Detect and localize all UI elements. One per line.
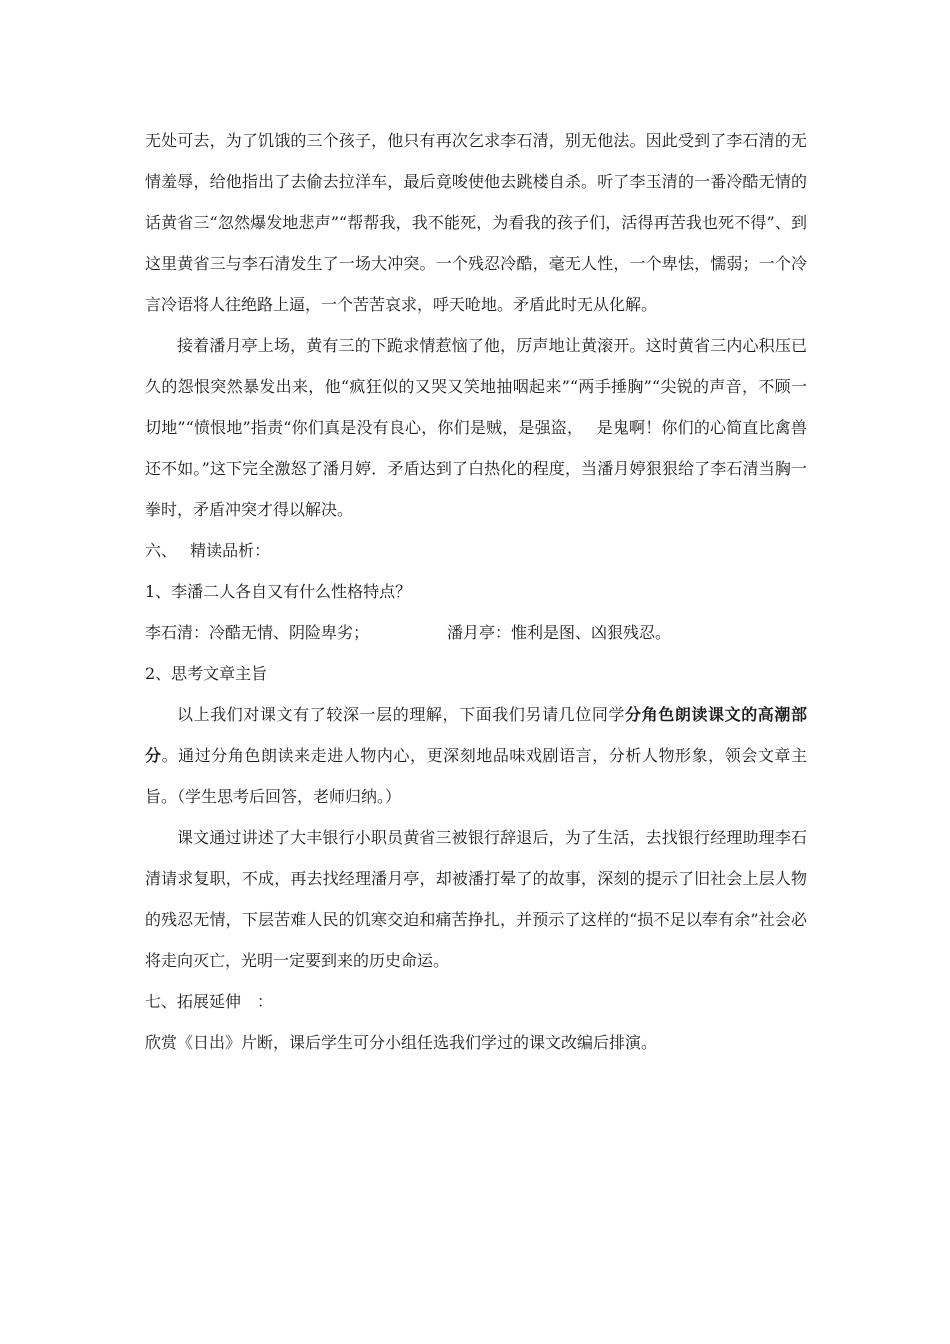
role-reading-emphasis: 分角色朗读课文的高潮部分 — [145, 705, 807, 765]
section-heading-extension: 七、拓展延伸 ： — [145, 992, 274, 1011]
paragraph-theme-summary: 课文通过讲述了大丰银行小职员黄省三被银行辞退后，为了生活，去找银行经理助理李石清请求复职，不成，再去找经理潘月亭，却被潘打晕了的故事，深刻的提示了旧社会上层人物的残忍无情，下层苦难人民的饥寒交迫和痛苦挣扎，并预示了这样的“损不足以奉有余”社会必将走向灭亡，光明一定要到来的历史命运。 — [145, 828, 807, 970]
paragraph-conflict-li-shiqing: 无处可去，为了饥饿的三个孩子，他只有再次乞求李石清，别无他法。因此受到了李石清的无情羞辱，给他指出了去偷去拉洋车，最后竟唆使他去跳楼自杀。听了李玉清的一番冷酷无情的话黄省三“忽然爆发地悲声”“帮帮我，我不能死，为看我的孩子们，活得再苦我也死不得”、到这里黄省三与李石清发生了一场大冲突。一个残忍冷酷，毫无人性，一个卑怯，懦弱；一个冷言冷语将人往绝路上逼，一个苦苦哀求，呼天呛地。矛盾此时无从化解。 — [145, 131, 807, 314]
section-heading-close-reading: 六、 精读品析： — [145, 541, 271, 560]
role-reading-rest: 。通过分角色朗读来走进人物内心，更深刻地品味戏剧语言，分析人物形象，领会文章主旨。（学生思考后回答，老师归纳。） — [145, 746, 807, 806]
paragraph-role-reading — [145, 694, 807, 817]
character-traits-line — [145, 612, 807, 653]
li-shiqing-traits: 李石清：冷酷无情、阴险卑劣； — [145, 623, 370, 642]
paragraph-conflict-pan-yueting: 接着潘月亭上场，黄有三的下跪求情惹恼了他，厉声地让黄滚开。这时黄省三内心积压已久的怨恨突然暴发出来，他“疯狂似的又哭又笑地抽咽起来”“两手捶胸”“尖锐的声音，不顾一切地”“愤恨地”指责“你们真是没有良心，你们是贼，是强盗， 是鬼啊！你们的心简直比禽兽还不如。”这下完全激怒了潘月婷．矛盾达到了白热化的程度，当潘月婷狠狠给了李石清当胸一拳时，矛盾冲突才得以解决。 — [145, 336, 807, 519]
document-body — [145, 120, 807, 1063]
question-character-traits: 1、李潘二人各自又有什么性格特点？ — [145, 582, 412, 601]
role-reading-intro: 以上我们对课文有了较深一层的理解，下面我们另请几位同学 — [177, 705, 626, 724]
pan-yueting-traits: 潘月亭：惟利是图、凶狠残忍。 — [447, 623, 672, 642]
paragraph-extension-activity: 欣赏《日出》片断，课后学生可分小组任选我们学过的课文改编后排演。 — [145, 1033, 658, 1052]
question-theme: 2、思考文章主旨 — [145, 664, 268, 683]
